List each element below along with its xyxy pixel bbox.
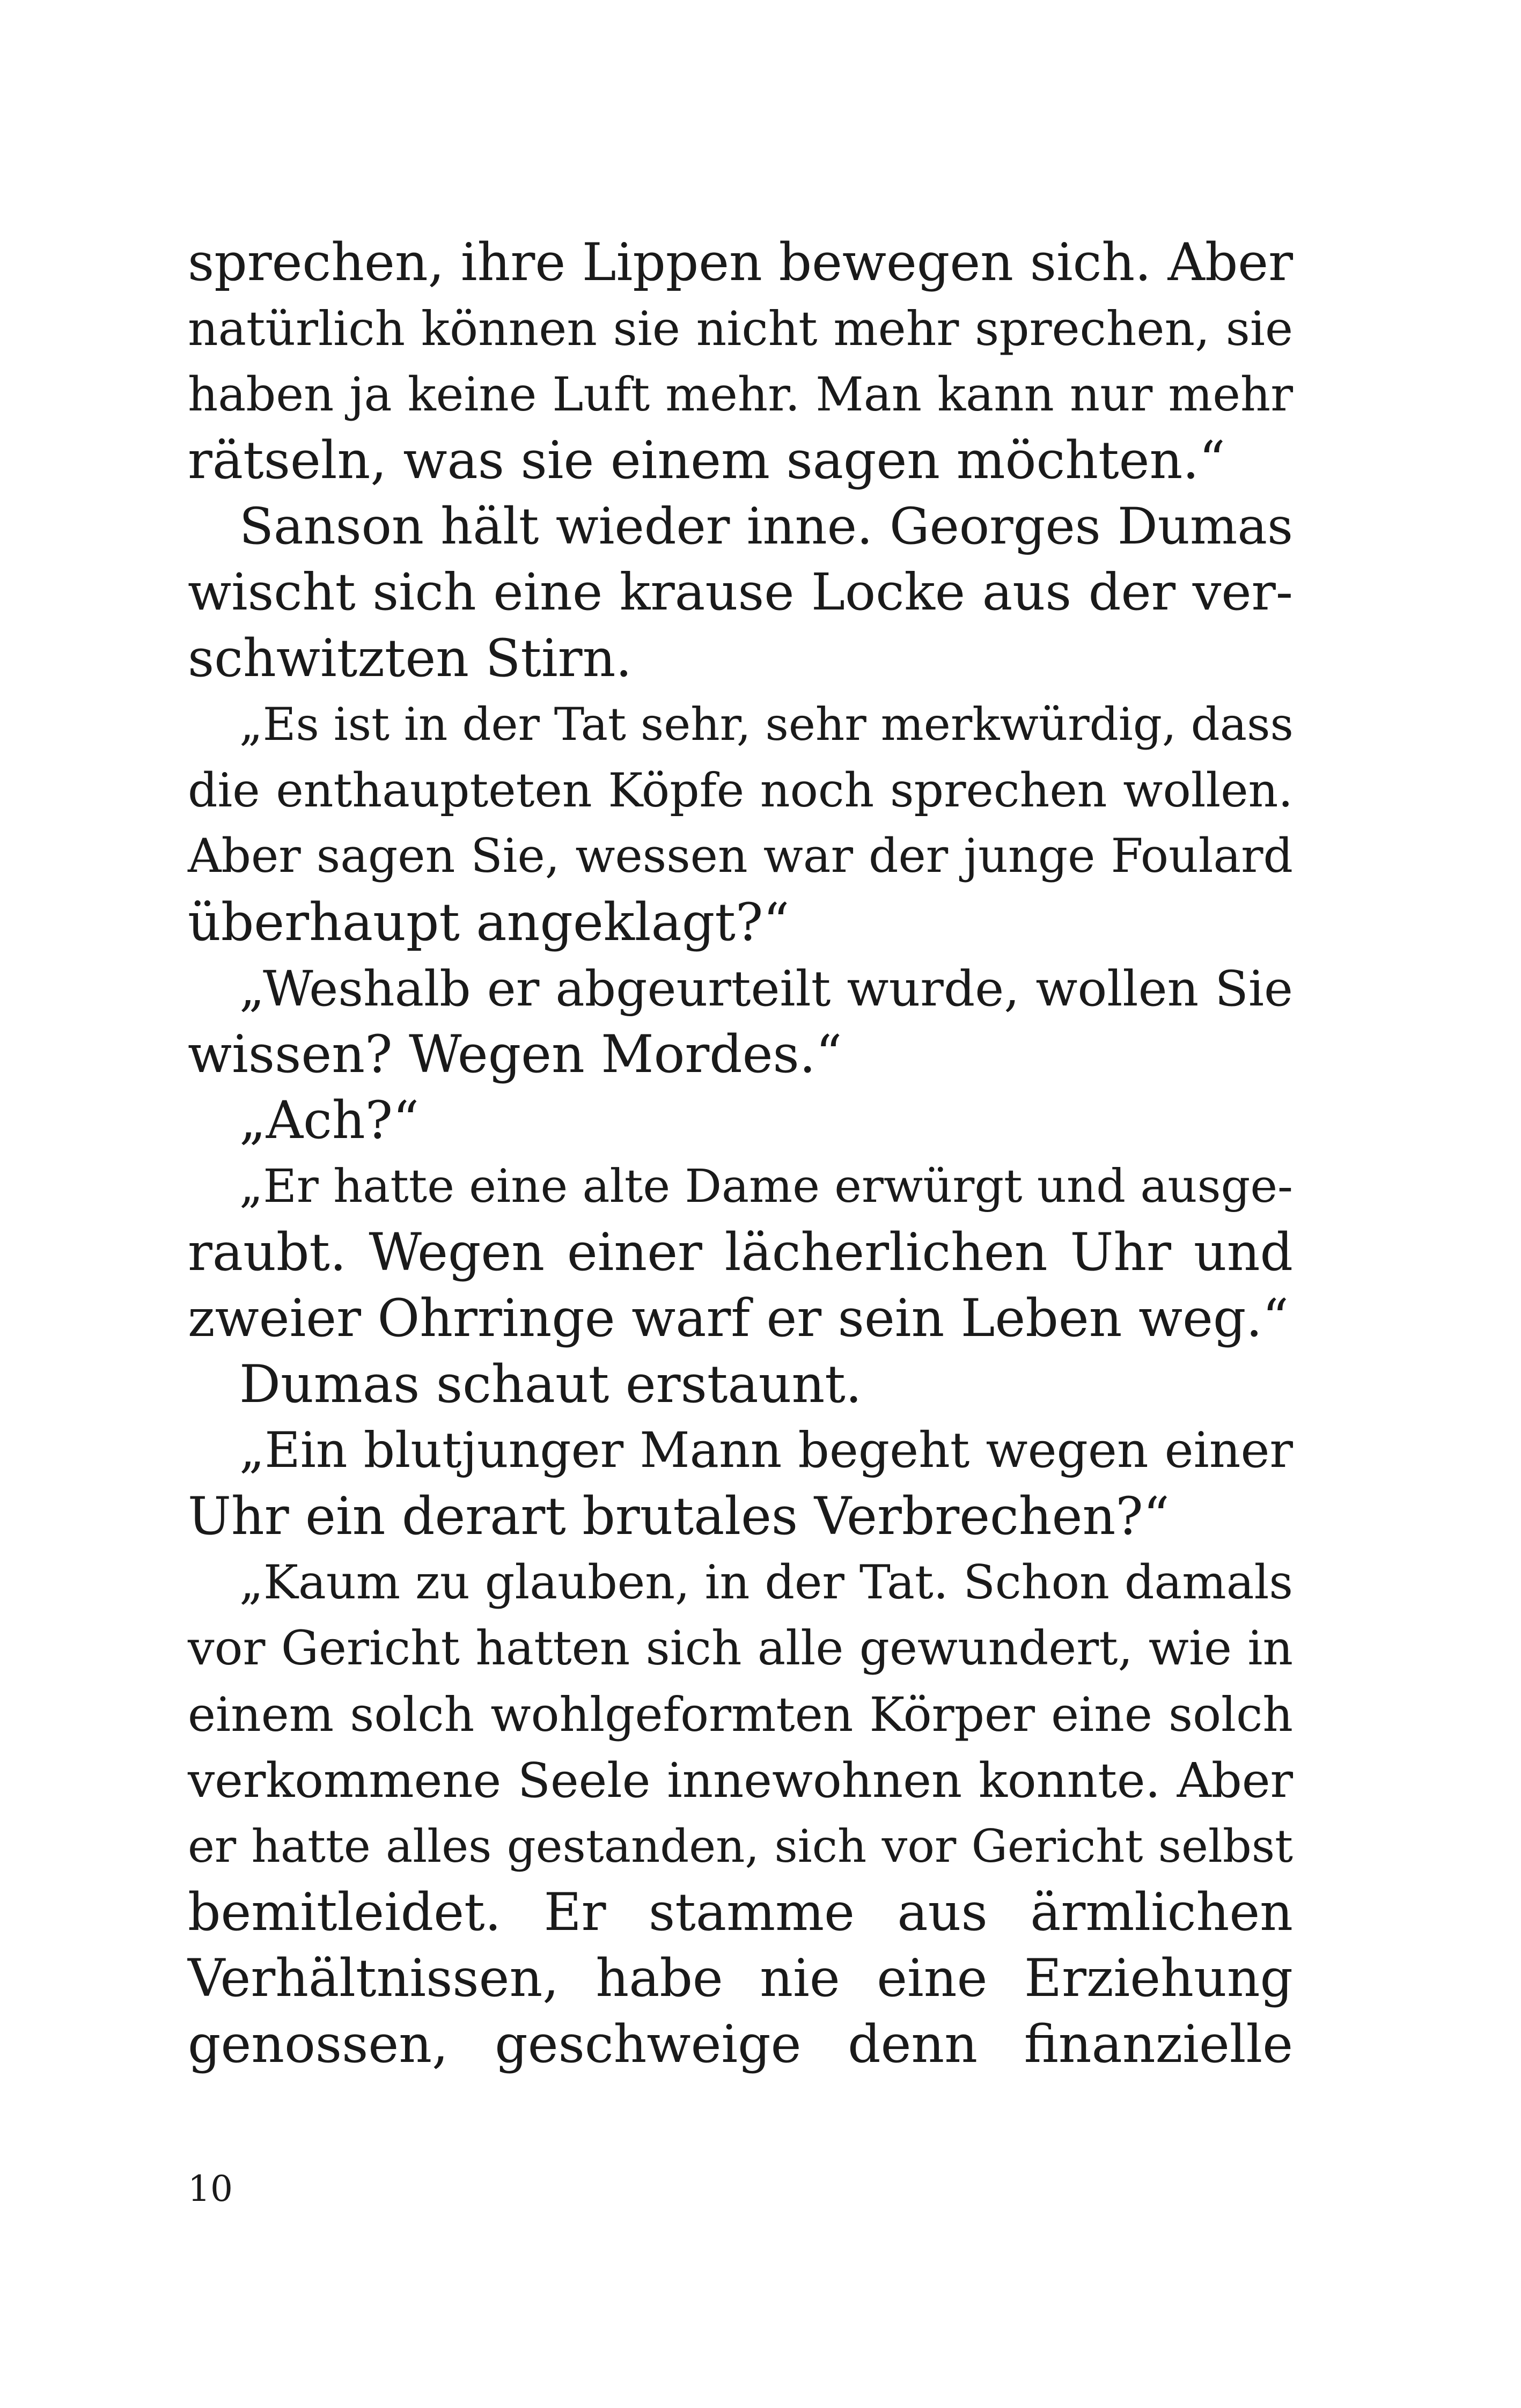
- text-line: raubt. Wegen einer lächerlichen Uhr und: [188, 1222, 1293, 1282]
- text-line: die enthaupteten Köpfe noch sprechen wollen.: [188, 763, 1293, 818]
- text-line: schwitzten Stirn.: [188, 628, 632, 688]
- text-line: rätseln, was sie einem sagen möchten.“: [188, 430, 1225, 490]
- text-line: Dumas schaut erstaunt.: [239, 1354, 862, 1414]
- text-line: verkommene Seele innewohnen konnte. Aber: [188, 1752, 1293, 1808]
- text-line: „Kaum zu glauben, in der Tat. Schon damals: [239, 1555, 1293, 1610]
- text-line: „Ach?“: [239, 1090, 420, 1150]
- text-line: „Weshalb er abgeurteilt wurde, wollen Sie: [239, 960, 1293, 1017]
- text-line: vor Gericht hatten sich alle gewundert, wie in: [188, 1621, 1293, 1676]
- text-line: haben ja keine Luft mehr. Man kann nur mehr: [188, 367, 1293, 422]
- text-line: Sanson hält wieder inne. Georges Dumas: [239, 497, 1293, 556]
- text-line: „Ein blutjunger Mann begeht wegen einer: [239, 1422, 1293, 1479]
- text-line: „Er hatte eine alte Dame erwürgt und ausge-: [239, 1159, 1293, 1213]
- body-text: [188, 230, 1293, 2077]
- text-line: Aber sagen Sie, wessen war der junge Foulard: [188, 829, 1293, 883]
- text-line: sprechen, ihre Lippen bewegen sich. Aber: [188, 232, 1293, 292]
- text-line: wissen? Wegen Mordes.“: [188, 1024, 842, 1084]
- text-line: wischt sich eine krause Locke aus der ver-: [188, 563, 1293, 622]
- text-line: Uhr ein derart brutales Verbrechen?“: [188, 1486, 1170, 1546]
- text-line: bemitleidet. Er stamme aus ärmlichen: [188, 1882, 1293, 1942]
- text-line: einem solch wohlgeformten Körper eine solch: [188, 1687, 1293, 1742]
- text-line: „Es ist in der Tat sehr, sehr merkwürdig, dass: [239, 698, 1294, 751]
- text-line: er hatte alles gestanden, sich vor Gericht selbst: [188, 1820, 1293, 1873]
- text-line: genossen, geschweige denn finanzielle: [188, 2014, 1293, 2074]
- text-line: überhaupt angeklagt?“: [188, 892, 790, 952]
- text-line: zweier Ohrringe warf er sein Leben weg.“: [188, 1288, 1289, 1348]
- text-line: Verhältnissen, habe nie eine Erziehung: [188, 1948, 1293, 2008]
- page-number: 10: [188, 2168, 233, 2209]
- text-line: natürlich können sie nicht mehr sprechen, sie: [188, 301, 1293, 356]
